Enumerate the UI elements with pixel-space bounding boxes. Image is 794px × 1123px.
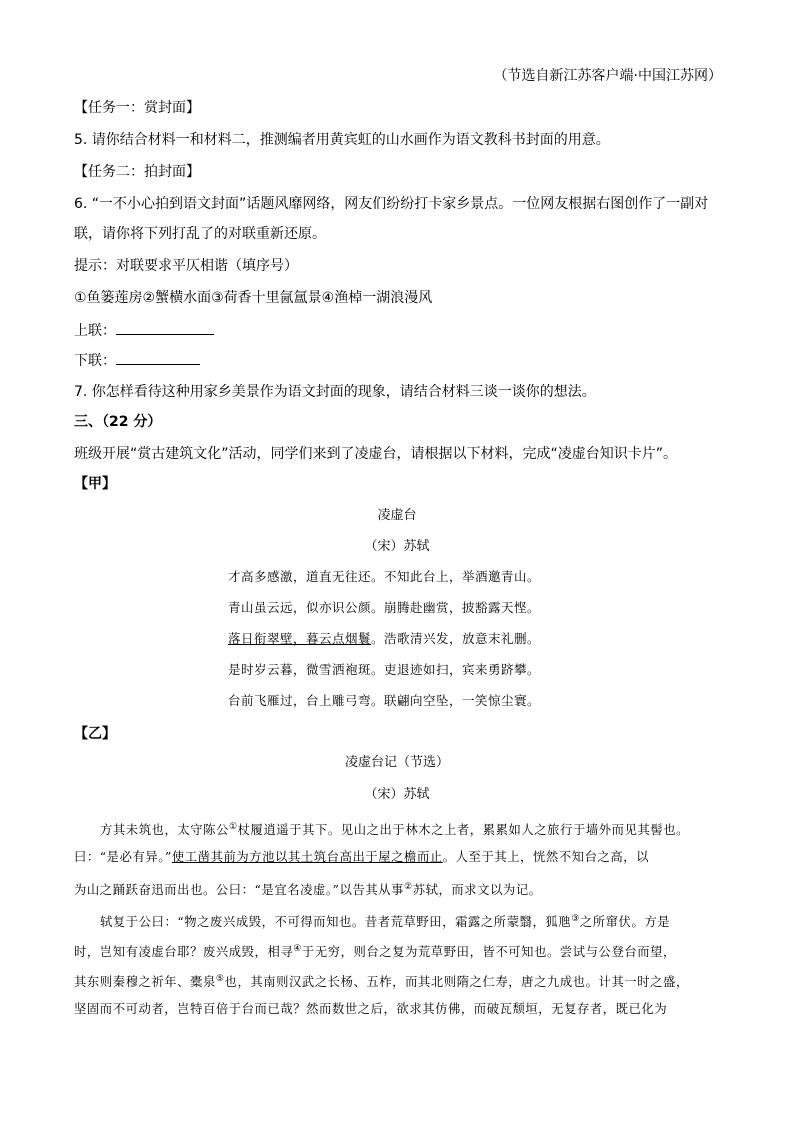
text-run: 。人至于其上，恍然不知台之高，以	[442, 850, 650, 864]
note-5-marker: ⑤	[215, 974, 225, 984]
question-6-line2: 联，请你将下列打乱了的对联重新还原。	[74, 226, 326, 242]
poem-line-4: 是时岁云暮，微雪洒袍斑。吏退迹如扫，宾来勇跻攀。	[228, 662, 541, 677]
task1-heading: 【任务一：赏封面】	[74, 100, 200, 116]
note-4-marker: ④	[293, 944, 302, 954]
source-citation: （节选自新江苏客户端·中国江苏网）	[493, 68, 722, 84]
text-run: 方其未筑也，太守陈公	[100, 823, 229, 838]
essay-title: 凌虚台记（节选）	[344, 755, 449, 770]
task2-heading: 【任务二：拍封面】	[74, 164, 200, 180]
poem-line-3-underlined: 落日衔翠壁，暮云点烟鬟	[228, 631, 372, 646]
question-6-hint: 提示：对联要求平仄相谐（填序号）	[74, 258, 298, 274]
note-1-marker: ①	[228, 822, 238, 832]
lower-couplet-label: 下联：	[74, 353, 116, 369]
material-yi-label: 【乙】	[74, 726, 116, 742]
question-5: 5. 请你结合材料一和材料二，推测编者用黄宾虹的山水画作为语文教科书封面的用意。	[74, 132, 610, 148]
question-7: 7. 你怎样看待这种用家乡美景作为语文封面的现象，请结合材料三谈一谈你的想法。	[74, 384, 596, 400]
section-3-intro: 班级开展“赏古建筑文化”活动，同学们来到了凌虚台，请根据以下材料，完成“凌虚台知识卡片”。	[74, 446, 678, 462]
essay-author: （宋）苏轼	[364, 787, 430, 802]
text-run: 为山之踊跃奋迅而出也。公曰：“是宜名凌虚。”以告其从事	[74, 883, 405, 898]
material-jia-label: 【甲】	[74, 476, 116, 492]
question-6-options: ①鱼篓莲房②蟹横水面③荷香十里氤氲景④渔棹一湖浪漫风	[74, 290, 433, 306]
poem-title: 凌虚台	[377, 508, 417, 523]
upper-couplet-blank[interactable]	[116, 320, 214, 335]
note-2-marker: ②	[404, 882, 413, 892]
upper-couplet-label: 上联：	[74, 323, 116, 339]
poem-line-3	[228, 630, 540, 648]
poem-line-1: 才高多感激，道直无往还。不知此台上，举酒邀青山。	[228, 569, 541, 584]
text-run: 于无穷，则台之复为荒草野田，皆不可知也。尝试与公登台而望，	[301, 945, 676, 960]
text-run: 苏轼，而求文以为记。	[412, 883, 542, 898]
essay-p2-line3	[74, 970, 724, 991]
essay-p2-line2	[74, 940, 724, 961]
poem-author: （宋）苏轼	[364, 539, 430, 554]
poem-line-3-rest: 。浩歌清兴发，放意末礼删。	[371, 631, 541, 646]
essay-p2-line4: 坚固而不可动者，岂特百倍于台而已哉？然而数世之后，欲求其仿佛，而破瓦颓垣，无复存者，既已化为	[74, 1002, 668, 1016]
text-run: 杖履逍遥于其下。见山之出于林木之上者，累累如人之旅行于墙外而见其髻也。	[237, 823, 690, 838]
poem-line-2: 青山虽云远，似亦识公颜。崩腾赴幽赏，披豁露天悭。	[228, 600, 541, 615]
underlined-sentence: 使工凿其前为方池以其土筑台高出于屋之檐而止	[171, 850, 443, 864]
question-6-line1: 6. “一不小心拍到语文封面”话题风靡网络，网友们纷纷打卡家乡景点。一位网友根据右图创作了一副对	[74, 196, 709, 212]
upper-couplet-row	[74, 320, 724, 341]
section-3-heading: 三、（22 分）	[74, 414, 162, 430]
text-run: 曰：“是必有异。”	[74, 850, 172, 864]
text-run: 也，其南则汉武之长杨、五柞，而其北则隋之仁寿，唐之九成也。计其一时之盛，	[224, 975, 689, 990]
text-run: 时，岂知有凌虚台耶？废兴成毁，相寻	[74, 945, 294, 960]
essay-p1-line2	[74, 848, 724, 866]
lower-couplet-blank[interactable]	[116, 350, 200, 365]
essay-p1-line3	[74, 878, 724, 899]
essay-p2-line1	[100, 910, 750, 931]
text-run: 之所窜伏。方是	[579, 915, 671, 930]
lower-couplet-row	[74, 350, 724, 371]
text-run: 其东则秦穆之祈年、橐泉	[74, 975, 216, 990]
essay-p1-line1	[100, 818, 750, 839]
note-3-marker: ③	[571, 914, 580, 924]
poem-line-5: 台前飞雁过，台上雕弓弯。联翩向空坠，一笑惊尘寰。	[228, 693, 541, 708]
text-run: 轼复于公曰：“物之废兴成毁，不可得而知也。昔者荒草野田，霜露之所蒙翳，狐虺	[100, 915, 572, 930]
